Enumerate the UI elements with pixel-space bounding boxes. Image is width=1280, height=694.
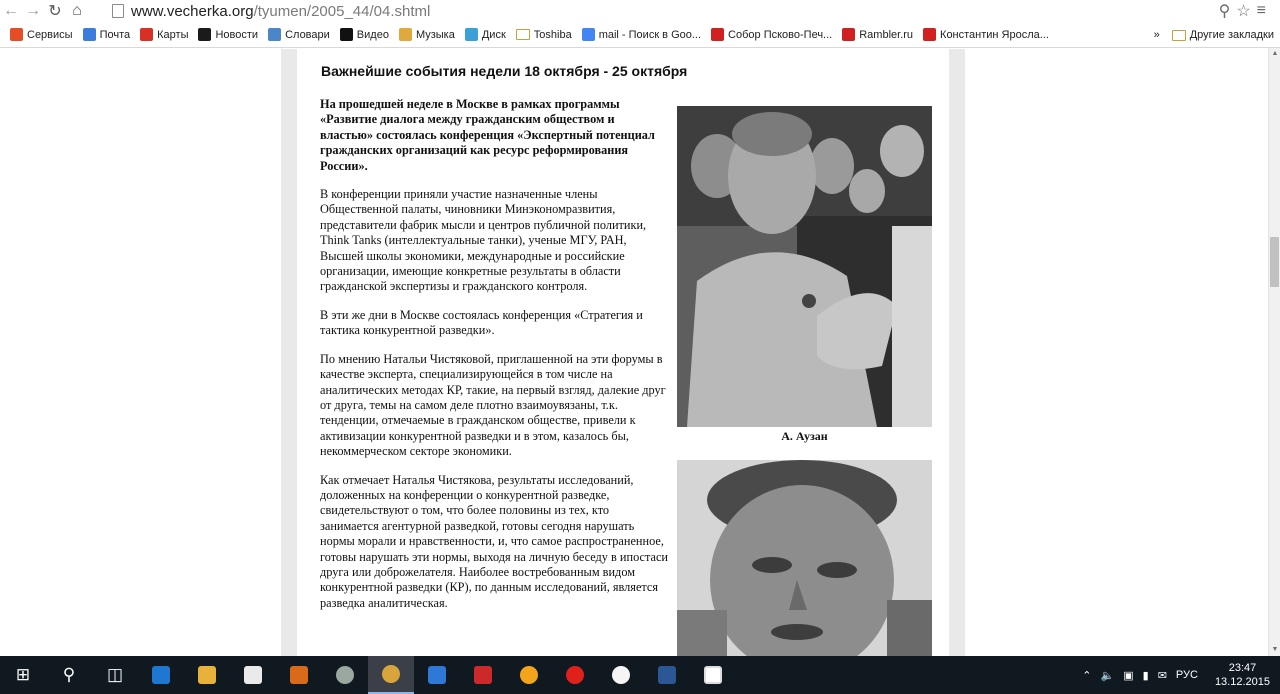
right-margin <box>965 49 1268 656</box>
reload-icon[interactable]: ↻ <box>48 3 62 20</box>
article-body <box>320 97 670 624</box>
bookmark-item[interactable] <box>10 28 73 41</box>
url-host: www.vecherka.org <box>131 2 254 20</box>
mail-app-icon[interactable] <box>414 656 460 694</box>
article-column <box>297 49 949 656</box>
bookmark-item[interactable] <box>923 28 1049 41</box>
store-icon[interactable] <box>230 656 276 694</box>
article-paragraph: По мнению Натальи Чистяковой, приглашенной на эти форумы в качестве эксперта, специализирующейся в том числе на аналитических методах КР, такие, на первый взгляд, далекие друг от друга, темы на самом деле плотно взаимоувязаны, т.к. тенденции, отмечаемые в гражданском обществе, привели к активизации конкурентной разведки и в этом, казалось бы, некоммерческом секторе экономики. <box>320 351 666 459</box>
windows-taskbar <box>0 656 1280 694</box>
article-lead: На прошедшей неделе в Москве в рамках программы «Развитие диалога между гражданским обществом и властью» состоялась конференция «Экспертный потенциал гражданских организаций как ресурс реформирования России». <box>320 97 655 173</box>
article-paragraph: В конференции приняли участие назначенные члены Общественной палаты, чиновники Минэкономразвития, представители фабрик мысли и центров публичной политики, Think Tanks (интеллектуальные танки), ученые МГУ, РАН, Высшей школы экономики, международные и российские организации, имеющие конкретные результаты в области гражданской экспертизы и гражданского контроля. <box>320 187 647 294</box>
bookmark-item[interactable] <box>842 28 913 41</box>
photo-auzan-image <box>677 106 932 427</box>
tray-expand-icon[interactable]: ⌃ <box>1082 669 1092 682</box>
news-icon <box>198 28 211 41</box>
edge-icon[interactable] <box>138 656 184 694</box>
bookmark-label: mail - Поиск в Goo... <box>598 28 702 41</box>
article-paragraph: В эти же дни в Москве состоялась конференция «Стратегия и тактика конкурентной разведки». <box>320 307 643 338</box>
yandex-icon[interactable] <box>460 656 506 694</box>
bookmark-label: Сервисы <box>27 28 73 41</box>
bookmarks-overflow <box>1154 22 1280 48</box>
bookmarks-bar <box>0 22 1280 48</box>
video-icon <box>340 28 353 41</box>
clock[interactable] <box>1215 661 1270 689</box>
left-margin <box>0 49 281 656</box>
back-arrow-icon[interactable]: ← <box>3 2 19 19</box>
clock-date: 13.12.2015 <box>1214 676 1270 688</box>
bookmark-item[interactable] <box>582 28 701 41</box>
web-page <box>0 49 1268 656</box>
bookmark-item[interactable] <box>465 28 506 41</box>
task-view-icon[interactable]: ◫ <box>106 665 124 684</box>
folder-icon <box>1172 30 1186 41</box>
clock-time: 23:47 <box>1228 662 1257 674</box>
word-icon[interactable] <box>644 656 690 694</box>
page-icon <box>112 4 124 18</box>
article-paragraph: Как отмечает Наталья Чистякова, результаты исследований, доложенных на конференции о конкурентной разведке, свидетельствуют о том, что более половины из тех, кто занимается агентурной разведкой, готовы сегодня нарушать нормы морали и нравственности, и, что самое распространенное, готовы нарушать эти нормы, выходя на личную беседу в ипостаси друга или доброжелателя. Наиболее востребованным видом конкурентной разведки (КР), по данным исследований, является разведка аналитическая. <box>320 472 669 610</box>
bookmark-label: Почта <box>99 28 131 41</box>
system-tray <box>1082 656 1280 694</box>
bookmark-item[interactable] <box>268 28 330 41</box>
apps-grid-icon <box>10 28 23 41</box>
bookmark-item[interactable] <box>83 28 131 41</box>
yandex-icon <box>711 28 724 41</box>
language-indicator[interactable]: РУС <box>1175 669 1198 681</box>
photo-portrait <box>677 460 932 656</box>
photo-auzan <box>677 106 932 427</box>
home-icon[interactable]: ⌂ <box>72 2 82 19</box>
star-icon[interactable]: ☆ <box>1236 3 1251 20</box>
bookmark-label: Диск <box>481 28 506 41</box>
photos-icon[interactable] <box>690 656 736 694</box>
battery-icon[interactable]: ▮ <box>1142 669 1149 682</box>
yandex-icon <box>842 28 855 41</box>
browser-toolbar <box>0 0 1280 22</box>
bookmark-item[interactable] <box>198 28 258 41</box>
article-title: Важнейшие события недели 18 октября - 25 октября <box>321 63 688 79</box>
bookmark-label: Видео <box>356 28 389 41</box>
photo-caption: А. Аузан <box>781 429 828 443</box>
search-icon[interactable]: ⚲ <box>62 665 76 684</box>
folder-icon <box>516 29 530 40</box>
scroll-thumb[interactable] <box>1270 237 1279 287</box>
address-bar[interactable] <box>112 0 430 22</box>
bookmark-label: Новости <box>215 28 259 41</box>
scroll-down-arrow-icon[interactable]: ▼ <box>1271 646 1279 653</box>
forward-arrow-icon[interactable]: → <box>25 2 41 19</box>
disc-icon[interactable] <box>322 656 368 694</box>
menu-icon[interactable]: ≡ <box>1256 2 1266 19</box>
chrome-icon[interactable] <box>368 656 414 694</box>
bookmark-item[interactable] <box>340 28 389 41</box>
windows-start-icon[interactable]: ⊞ <box>15 665 31 684</box>
map-pin-icon <box>140 28 153 41</box>
page-scrollbar[interactable] <box>1268 48 1280 656</box>
yandex-browser-icon[interactable] <box>598 656 644 694</box>
notifications-icon[interactable]: ✉ <box>1157 669 1167 682</box>
disk-icon <box>465 28 478 41</box>
opera-icon[interactable] <box>552 656 598 694</box>
other-bookmarks[interactable]: Другие закладки <box>1189 29 1274 41</box>
bookmarks-overflow-chevron-icon[interactable]: » <box>1153 29 1160 41</box>
volume-icon[interactable]: 🔈 <box>1100 669 1115 682</box>
music-icon <box>399 28 412 41</box>
bookmark-label: Словари <box>285 28 330 41</box>
bookmark-item[interactable] <box>711 28 832 41</box>
app-orange-icon[interactable] <box>506 656 552 694</box>
bookmark-item[interactable] <box>140 28 188 41</box>
scroll-up-arrow-icon[interactable]: ▲ <box>1271 50 1279 57</box>
photo-portrait-image <box>677 460 932 656</box>
dictionary-icon <box>268 28 281 41</box>
mail-icon <box>83 28 96 41</box>
bookmark-label: Toshiba <box>533 28 572 41</box>
bookmark-label: Rambler.ru <box>859 28 914 41</box>
bookmark-item[interactable] <box>399 28 455 41</box>
bookmark-item[interactable] <box>516 29 572 41</box>
file-explorer-icon[interactable] <box>184 656 230 694</box>
bookmark-label: Музыка <box>415 28 455 41</box>
yandex-icon <box>923 28 936 41</box>
bookmark-label: Собор Псково-Печ... <box>728 28 833 41</box>
network-icon[interactable]: ▣ <box>1123 669 1134 682</box>
url-path: /tyumen/2005_44/04.shtml <box>253 2 431 20</box>
google-icon <box>582 28 595 41</box>
bookmark-label: Константин Яросла... <box>940 28 1049 41</box>
zoom-icon[interactable]: ⚲ <box>1218 3 1231 20</box>
bookmark-label: Карты <box>157 28 189 41</box>
media-player-icon[interactable] <box>276 656 322 694</box>
